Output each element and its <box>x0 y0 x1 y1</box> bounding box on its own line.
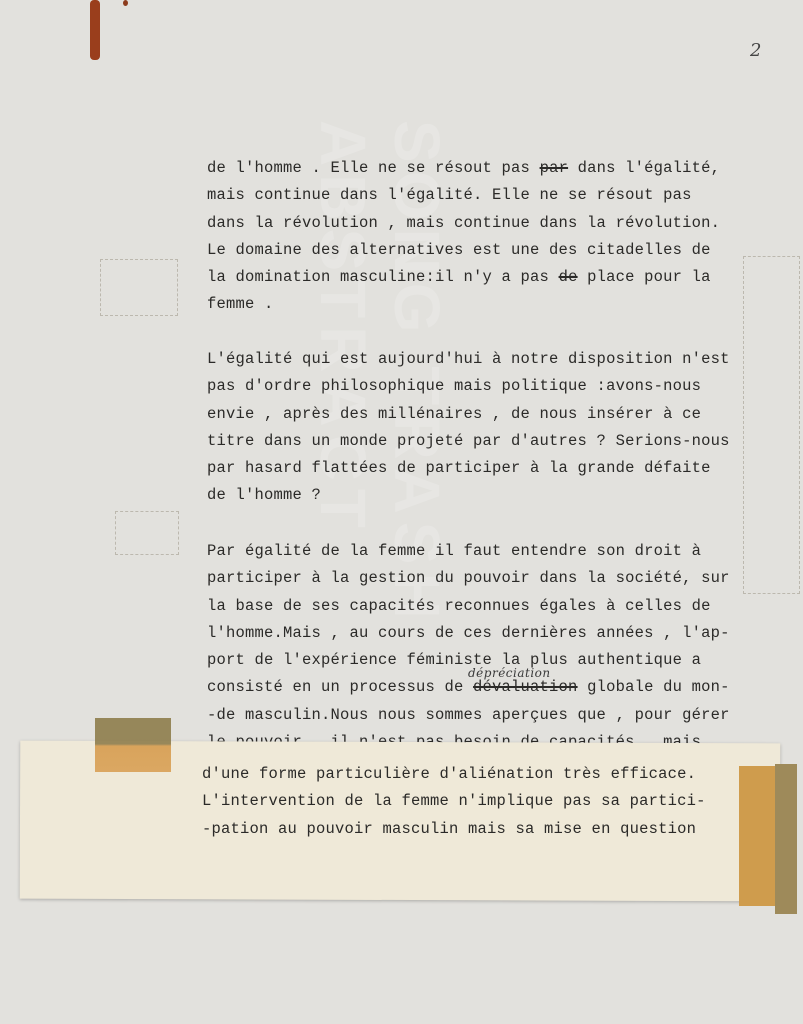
text-segment: L'égalité qui est aujourd'hui à notre disposition n'est <box>207 350 730 368</box>
struck-word: dévaluation <box>473 678 578 697</box>
text-line <box>207 538 730 565</box>
text-segment: d'une forme particulière d'aliénation très efficace. <box>202 765 697 783</box>
text-line <box>202 761 706 788</box>
struck-word: de <box>558 268 578 287</box>
text-segment: de l'homme ? <box>207 486 322 505</box>
text-segment: Le domaine des alternatives est une des citadelles de <box>207 240 711 259</box>
text-segment: l'homme.Mais , au cours de ces dernières années , l'ap- <box>207 623 730 642</box>
rust-stain <box>90 0 100 60</box>
tape-residue-mark <box>115 511 179 555</box>
text-line <box>207 373 730 400</box>
text-segment: mais continue dans l'égalité. Elle ne se résout pas <box>207 186 692 205</box>
text-line <box>207 291 720 318</box>
tape-residue-mark <box>743 256 800 594</box>
text-line <box>207 593 730 620</box>
text-segment: Par égalité de la femme il faut entendre son droit à <box>207 542 702 560</box>
paragraph-1 <box>207 155 720 319</box>
text-line <box>207 155 720 182</box>
text-line <box>207 264 720 291</box>
text-segment: port de l'expérience féministe la plus authentique a <box>207 651 702 670</box>
text-segment: la domination masculine:il n'y a pas <box>207 268 559 287</box>
text-line <box>202 788 706 815</box>
text-line <box>207 565 730 592</box>
text-line <box>207 182 720 209</box>
text-line <box>207 455 730 482</box>
text-segment: L'intervention de la femme n'implique pas sa partici- <box>202 792 706 811</box>
adhesive-tape-left <box>95 718 171 772</box>
text-segment: de l'homme . Elle ne se résout pas <box>207 159 540 177</box>
text-line <box>207 428 730 455</box>
tape-residue-mark <box>100 259 178 316</box>
text-segment: envie , après des millénaires , de nous insérer à ce <box>207 404 702 423</box>
paragraph-2 <box>207 346 730 510</box>
text-segment: par hasard flattées de participer à la grande défaite <box>207 459 711 478</box>
text-segment: -de masculin.Nous nous sommes aperçues que , pour gérer <box>207 705 730 724</box>
adhesive-tape-right-edge <box>775 764 797 914</box>
text-line <box>207 702 730 729</box>
text-segment: place pour la <box>577 268 711 287</box>
text-line <box>207 237 720 264</box>
struck-word: par <box>539 159 569 177</box>
text-line <box>207 620 730 647</box>
text-segment: dans l'égalité, <box>568 159 721 177</box>
text-segment: titre dans un monde projeté par d'autres ? Serions-nous <box>207 431 730 450</box>
paragraph-4 <box>202 761 706 843</box>
watermark: SONG TRASH ABSTRACT <box>307 120 453 627</box>
text-line <box>207 210 720 237</box>
text-segment: la base de ses capacités reconnues égales à celles de <box>207 596 711 615</box>
text-segment: consisté en un processus de <box>207 678 474 697</box>
page-number: 2 <box>750 40 762 61</box>
text-segment: -pation au pouvoir masculin mais sa mise en question <box>202 819 697 838</box>
text-segment: globale du mon- <box>577 678 730 697</box>
rust-stain-small <box>123 0 128 6</box>
text-line <box>207 401 730 428</box>
paragraph-3 <box>207 538 730 756</box>
text-segment: participer à la gestion du pouvoir dans la société, sur <box>207 569 730 588</box>
text-segment: femme . <box>207 295 274 314</box>
handwritten-correction: dépréciation <box>468 666 551 680</box>
text-line <box>207 482 730 509</box>
text-segment: dans la révolution , mais continue dans la révolution. <box>207 213 721 232</box>
text-line <box>202 816 706 843</box>
text-line <box>207 346 730 373</box>
text-segment: pas d'ordre philosophique mais politique :avons-nous <box>207 377 702 396</box>
adhesive-tape-right <box>739 766 777 906</box>
